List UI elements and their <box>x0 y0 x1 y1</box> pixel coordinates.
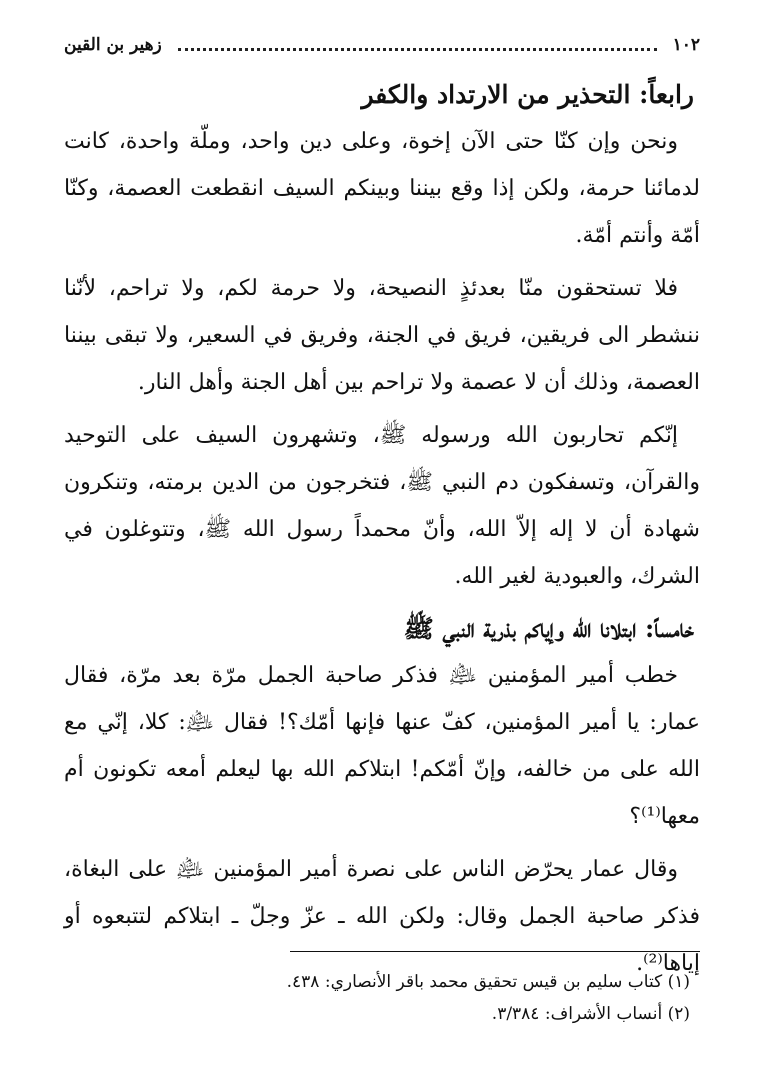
main-text <box>64 72 700 987</box>
paragraph: فلا تستحقون منّا بعدئذٍ النصيحة، ولا حرمة لكم، ولا تراحم، لأنّنا ننشطر الى فريقين، فريق في الجنة، وفريق في السعير، ولا تبقى بيننا العصمة، وذلك أن لا عصمة ولا تراحم بين أهل الجنة وأهل النار. <box>64 276 700 395</box>
page-number: ١٠٢ <box>672 35 700 55</box>
paragraph: خطب أمير المؤمنين ﵇ فذكر صاحبة الجمل مرّة بعد مرّة، فقال عمار: يا أمير المؤمنين، كفّ عنها فإنها أمّك؟! فقال ﵇: كلا، إنّي مع الله على من خالفه، وإنّ أمّكم! ابتلاكم الله بها ليعلم أمعه تكونون أم معها⁽¹⁾؟ <box>64 663 700 829</box>
footnote: (١) كتاب سليم بن قيس تحقيق محمد باقر الأنصاري: ٤٣٨. <box>286 972 690 992</box>
header-leader-dots <box>178 48 657 51</box>
book-page <box>64 28 700 1058</box>
footnote-divider <box>290 951 700 952</box>
section-heading: خامساً: ابتلانا الله وإياكم بذرية النبي ﷺ <box>403 614 694 643</box>
paragraph: ونحن وإن كنّا حتى الآن إخوة، وعلى دين واحد، وملّة واحدة، كانت لدمائنا حرمة، ولكن إذا وقع بيننا وبينكم السيف انقطعت العصمة، وكنّا أمّة وأنتم أمّة. <box>64 129 700 248</box>
paragraph: وقال عمار يحرّض الناس على نصرة أمير المؤمنين ﵇ على البغاة، فذكر صاحبة الجمل وقال: ولكن الله ـ عزّ وجلّ ـ ابتلاكم لتتبعوه أو إياها⁽²⁾. <box>64 857 700 976</box>
running-header <box>64 28 700 62</box>
running-title: زهير بن القين <box>64 35 162 55</box>
section-heading: رابعاً: التحذير من الارتداد والكفر <box>361 80 694 109</box>
paragraph: إنّكم تحاربون الله ورسوله ﷺ، وتشهرون السيف على التوحيد والقرآن، وتسفكون دم النبي ﷺ، فتخرجون من الدين برمته، وتنكرون شهادة أن لا إله إلاّ الله، وأنّ محمداً رسول الله ﷺ، وتتوغلون في الشرك، والعبودية لغير الله. <box>64 423 700 589</box>
footnotes <box>64 951 700 1030</box>
footnote: (٢) أنساب الأشراف: ٣/٣٨٤. <box>491 1004 690 1024</box>
